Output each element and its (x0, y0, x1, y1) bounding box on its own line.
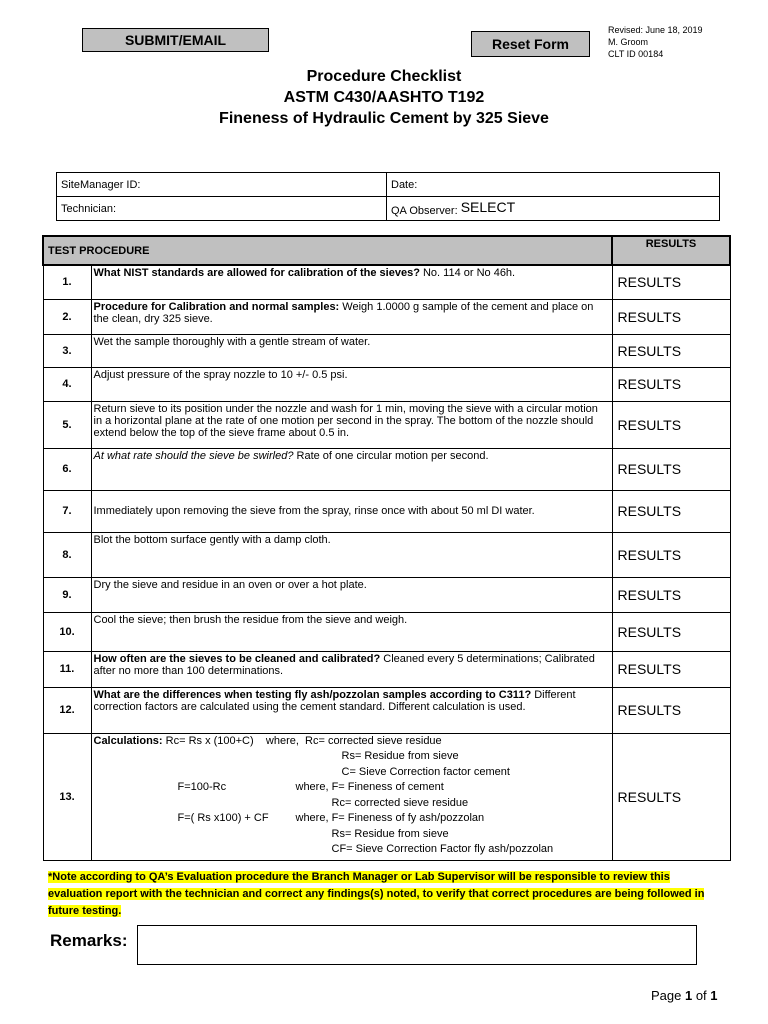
sitemanager-label: SiteManager ID: (61, 178, 141, 191)
row-text: Procedure for Calibration and normal samples: Weigh 1.0000 g sample of the cement and place on the clean, dry 325 sieve. (91, 299, 612, 334)
row-text: Adjust pressure of the spray nozzle to 10 +/- 0.5 psi. (91, 367, 612, 401)
row-number: 8. (43, 532, 91, 577)
table-row (43, 401, 730, 448)
results-field[interactable]: RESULTS (612, 687, 730, 733)
results-field[interactable]: RESULTS (612, 299, 730, 334)
row-number: 5. (43, 401, 91, 448)
row-text (91, 733, 612, 860)
results-field[interactable]: RESULTS (612, 532, 730, 577)
technician-field[interactable] (57, 197, 387, 221)
results-field[interactable]: RESULTS (612, 612, 730, 651)
remarks-label: Remarks: (50, 931, 128, 950)
calculations-label: Calculations: (93, 734, 163, 747)
title-line-3: Fineness of Hydraulic Cement by 325 Sieve (219, 110, 549, 127)
results-field[interactable]: RESULTS (612, 367, 730, 401)
technician-label: Technician: (61, 202, 117, 215)
results-field[interactable]: RESULTS (612, 733, 730, 860)
header-test-procedure: TEST PROCEDURE (43, 236, 612, 265)
row-text: Wet the sample thoroughly with a gentle stream of water. (91, 334, 612, 367)
procedure-table (42, 235, 731, 861)
results-field[interactable]: RESULTS (612, 265, 730, 299)
row-text: What are the differences when testing fly ash/pozzolan samples according to C311? Different correction factors are calculated using the cement standard. Different calculation is used. (91, 687, 612, 733)
table-row (43, 532, 730, 577)
row-number: 2. (43, 299, 91, 334)
row-number: 13. (43, 733, 91, 860)
calculations-block: Calculations: Rc= Rs x (100+C) where, Rc= corrected sieve residue Rs= Residue from sieve C= Sieve Correction factor cement F=100-Rc where, F= Fineness of cement Rc= corrected sieve residue F=( Rs x100) + CF where, F= Fineness of fy ash/pozzolan Rs= Residue from sieve CF= Sieve Correction Factor fly ash/pozzolan (93, 734, 554, 855)
reset-form-button[interactable]: Reset Form (471, 31, 590, 57)
table-row (43, 651, 730, 687)
revision-info (608, 24, 703, 60)
row-number: 12. (43, 687, 91, 733)
row-text: Blot the bottom surface gently with a damp cloth. (91, 532, 612, 577)
row-number: 1. (43, 265, 91, 299)
table-row (43, 687, 730, 733)
qa-observer-label: QA Observer: (391, 204, 458, 217)
results-field[interactable]: RESULTS (612, 490, 730, 532)
row-number: 9. (43, 577, 91, 612)
row-text: Immediately upon removing the sieve from the spray, rinse once with about 50 ml DI water. (91, 490, 612, 532)
date-label: Date: (391, 178, 418, 191)
table-row (43, 367, 730, 401)
row-text: Dry the sieve and residue in an oven or over a hot plate. (91, 577, 612, 612)
row-text: At what rate should the sieve be swirled? Rate of one circular motion per second. (91, 448, 612, 490)
table-row (43, 334, 730, 367)
table-row (43, 577, 730, 612)
table-row (43, 490, 730, 532)
row-number: 4. (43, 367, 91, 401)
header-results: RESULTS (612, 236, 730, 265)
row-number: 7. (43, 490, 91, 532)
results-field[interactable]: RESULTS (612, 577, 730, 612)
revised-date: Revised: June 18, 2019 (608, 25, 703, 35)
results-field[interactable]: RESULTS (612, 334, 730, 367)
results-field[interactable]: RESULTS (612, 651, 730, 687)
title-line-1: Procedure Checklist (306, 68, 462, 85)
table-row (43, 733, 730, 860)
info-table (56, 172, 720, 221)
row-number: 10. (43, 612, 91, 651)
qa-note: *Note according to QA’s Evaluation procedure the Branch Manager or Lab Supervisor will be responsible to review this evaluation report with the technician and correct any findings(s) noted, to verify that correct procedures are being followed in future testing. (48, 871, 705, 917)
results-field[interactable]: RESULTS (612, 401, 730, 448)
results-field[interactable]: RESULTS (612, 448, 730, 490)
remarks-input[interactable] (137, 925, 697, 965)
author: M. Groom (608, 37, 649, 47)
table-row (43, 448, 730, 490)
qa-observer-field[interactable] (387, 197, 720, 221)
row-text: Cool the sieve; then brush the residue from the sieve and weigh. (91, 612, 612, 651)
submit-email-button[interactable]: SUBMIT/EMAIL (82, 28, 269, 52)
row-number: 6. (43, 448, 91, 490)
date-field[interactable] (387, 173, 720, 197)
table-row (43, 265, 730, 299)
table-row (43, 299, 730, 334)
table-row (43, 612, 730, 651)
page-indicator: Page 1 of 1 (651, 988, 718, 1003)
row-number: 11. (43, 651, 91, 687)
row-number: 3. (43, 334, 91, 367)
row-text: How often are the sieves to be cleaned and calibrated? Cleaned every 5 determinations; Calibrated after no more than 100 determinations. (91, 651, 612, 687)
clt-id: CLT ID 00184 (608, 49, 664, 59)
row-text: Return sieve to its position under the nozzle and wash for 1 min, moving the sieve with a circular motion in a horizontal plane at the rate of one motion per second in the spray. The bottom of the nozzle should extend below the top of the sieve frame about 0.5 in. (91, 401, 612, 448)
qa-observer-select[interactable]: SELECT (460, 198, 516, 215)
sitemanager-field[interactable] (57, 173, 387, 197)
row-text: What NIST standards are allowed for calibration of the sieves? No. 114 or No 46h. (91, 265, 612, 299)
title-line-2: ASTM C430/AASHTO T192 (283, 89, 485, 106)
